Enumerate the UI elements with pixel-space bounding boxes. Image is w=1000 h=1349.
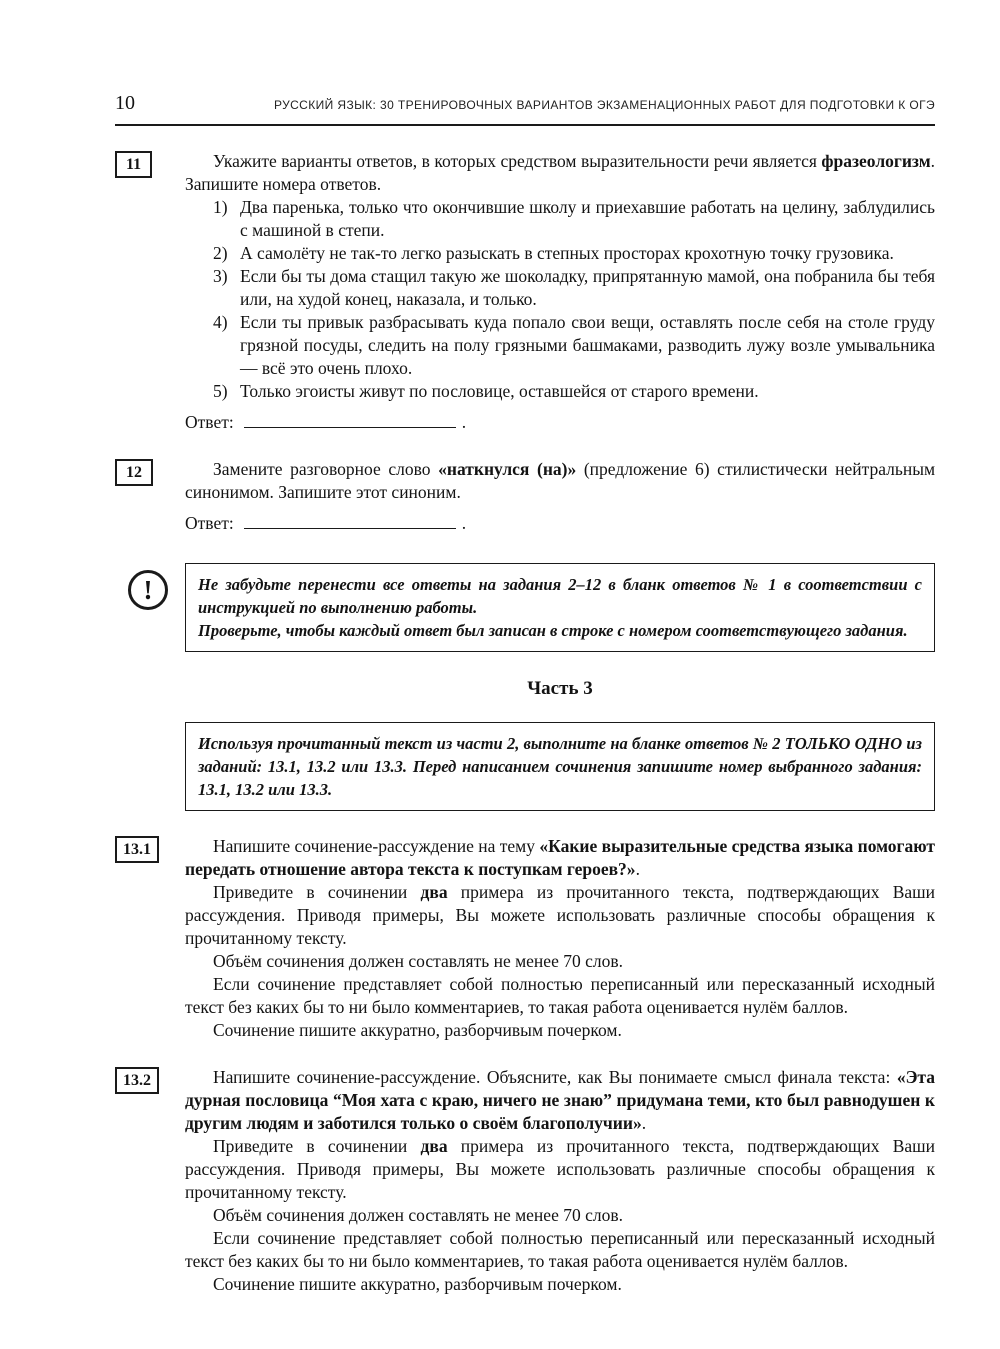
task-12-answer-row: [185, 512, 935, 535]
notice-line: Проверьте, чтобы каждый ответ был записан в строке с номером соответствующего задания.: [198, 621, 908, 640]
task-12-body: [185, 458, 935, 535]
answer-label: Ответ:: [185, 513, 234, 533]
task-11-prompt: Укажите варианты ответов, в которых средством выразительности речи является фразеологизм. Запишите номера ответов.: [185, 151, 935, 194]
task-paragraph: Если сочинение представляет собой полностью переписанный или пересказанный исходный текст без каких бы то ни было комментариев, то такая работа оценивается нулём баллов.: [185, 1228, 935, 1271]
running-title: РУССКИЙ ЯЗЫК: 30 ТРЕНИРОВОЧНЫХ ВАРИАНТОВ ЭКЗАМЕНАЦИОННЫХ РАБОТ ДЛЯ ПОДГОТОВКИ К ОГЭ: [273, 98, 935, 112]
option-text: Если ты привык разбрасывать куда попало свои вещи, оставлять после себя на столе груду грязной посуды, следить на полу грязными башмаками, разводить лужу возле умывальника — всё это очень плохо.: [240, 312, 935, 378]
task-11-answer-blank[interactable]: [244, 413, 456, 428]
task-13-2: [115, 1066, 935, 1296]
task-11-number-col: [115, 150, 185, 434]
task-paragraph: Объём сочинения должен составлять не менее 70 слов.: [213, 1205, 623, 1225]
task-11-answer-row: [185, 411, 935, 434]
exclamation-icon: !: [128, 570, 168, 610]
task-13-1-number-box: 13.1: [115, 836, 159, 863]
task-paragraph: Сочинение пишите аккуратно, разборчивым почерком.: [213, 1020, 622, 1040]
option-item: [213, 380, 935, 403]
option-text: Только эгоисты живут по пословице, оставшейся от старого времени.: [240, 381, 759, 401]
option-number: 2): [213, 243, 228, 263]
instruction-text: Используя прочитанный текст из части 2, выполните на бланке ответов № 2 ТОЛЬКО ОДНО из заданий: 13.1, 13.2 или 13.3. Перед написанием сочинения запишите номер выбранного задания: 13.1, 13.2 или 13.3.: [198, 734, 922, 799]
option-item: [213, 242, 935, 265]
task-13-1: [115, 835, 935, 1042]
notice-line: Не забудьте перенести все ответы на задания 2–12 в бланк ответов № 1 в соответствии с инструкцией по выполнению работы.: [198, 575, 922, 617]
option-text: Если бы ты дома стащил такую же шоколадку, припрятанную мамой, она побранила бы тебя или, на худой конец, наказала, и только.: [240, 266, 935, 309]
transfer-notice: [143, 563, 935, 652]
option-text: Два паренька, только что окончившие школу и приехавшие работать на целину, заблудились с машиной в степи.: [240, 197, 935, 240]
task-12-number-box: 12: [115, 459, 153, 486]
task-12-prompt: Замените разговорное слово «наткнулся (на)» (предложение 6) стилистически нейтральным синонимом. Запишите этот синоним.: [185, 459, 936, 502]
task-13-2-prompt: Напишите сочинение-рассуждение. Объясните, как Вы понимаете смысл финала текста: «Эта дурная пословица “Моя хата с краю, ничего не знаю” придумана теми, кто был равнодушен к другим людям и заботился только о своём благополучии».: [185, 1067, 935, 1133]
part3-instruction: [185, 722, 935, 811]
option-number: 5): [213, 381, 228, 401]
option-item: [213, 196, 935, 242]
page-number: 10: [115, 92, 135, 114]
task-13-1-number-col: [115, 835, 185, 1042]
answer-period: .: [461, 513, 467, 533]
task-11-options-list: [213, 196, 935, 403]
part3-heading: Часть 3: [527, 678, 593, 699]
answer-period: .: [461, 412, 467, 432]
page-header: [115, 92, 935, 126]
option-item: [213, 311, 935, 380]
task-paragraph: Приведите в сочинении два примера из прочитанного текста, подтверждающих Ваши рассуждения. Приводя примеры, Вы можете использовать различные способы обращения к прочитанному тексту.: [185, 1136, 935, 1202]
answer-label: Ответ:: [185, 412, 234, 432]
option-number: 4): [213, 312, 228, 332]
option-number: 3): [213, 266, 228, 286]
task-13-2-number-box: 13.2: [115, 1067, 159, 1094]
task-paragraph: Сочинение пишите аккуратно, разборчивым почерком.: [213, 1274, 622, 1294]
task-paragraph: Объём сочинения должен составлять не менее 70 слов.: [213, 951, 623, 971]
task-11-number-box: 11: [115, 151, 152, 178]
task-paragraph: Приведите в сочинении два примера из прочитанного текста, подтверждающих Ваши рассуждения. Приводя примеры, Вы можете использовать различные способы обращения к прочитанному тексту.: [185, 882, 935, 948]
task-12-answer-blank[interactable]: [244, 514, 456, 529]
task-13-2-body: [185, 1066, 935, 1296]
option-text: А самолёту не так-то легко разыскать в степных просторах крохотную точку грузовика.: [240, 243, 894, 263]
task-paragraph: Если сочинение представляет собой полностью переписанный или пересказанный исходный текст без каких бы то ни было комментариев, то такая работа оценивается нулём баллов.: [185, 974, 935, 1017]
task-13-1-prompt: Напишите сочинение-рассуждение на тему «Какие выразительные средства языка помогают передать отношение автора текста к поступкам героев?».: [185, 836, 935, 879]
task-12-number-col: [115, 458, 185, 535]
task-13-2-number-col: [115, 1066, 185, 1296]
task-13-1-body: [185, 835, 935, 1042]
task-11-body: [185, 150, 935, 434]
option-number: 1): [213, 197, 228, 217]
option-item: [213, 265, 935, 311]
task-12: [115, 458, 935, 535]
part3-instruction-box: [185, 722, 935, 811]
transfer-notice-box: [185, 563, 935, 652]
task-11: [115, 150, 935, 434]
